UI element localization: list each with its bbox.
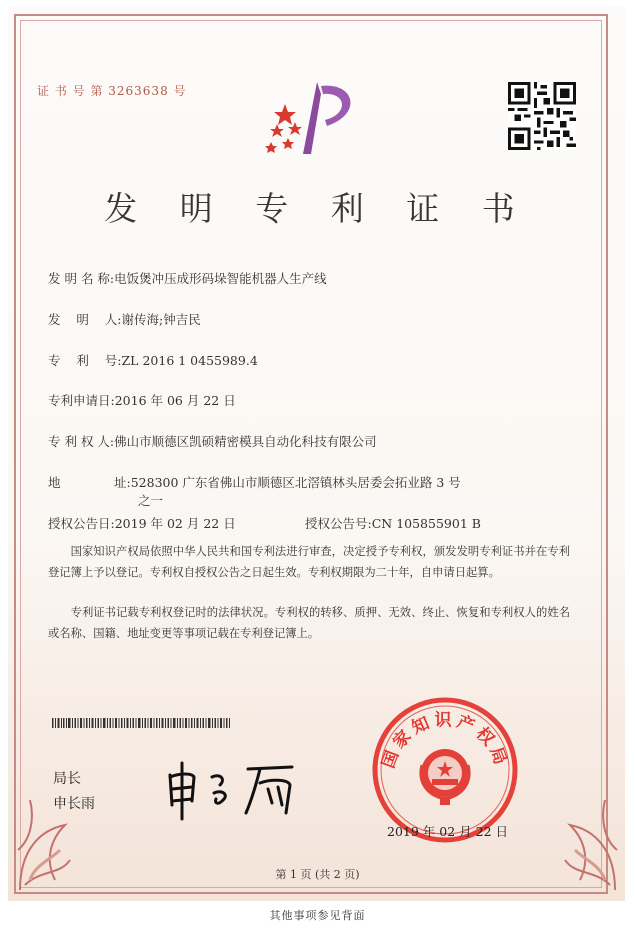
address-label-end: 址: bbox=[114, 475, 131, 490]
director-signature bbox=[160, 755, 310, 825]
patentee-label: 专 利 权 人: bbox=[48, 434, 115, 449]
invention-name-label: 发 明 名 称: bbox=[48, 271, 115, 286]
patent-number-row bbox=[48, 351, 258, 369]
certificate-title: 发 明 专 利 证 书 bbox=[104, 189, 531, 228]
inventor-row bbox=[48, 310, 201, 328]
grant-date-label: 授权公告日: bbox=[48, 516, 115, 531]
page-number: 第 1 页 (共 2 页) bbox=[275, 868, 360, 881]
invention-name-row bbox=[48, 269, 327, 287]
address-line1: 528300 广东省佛山市顺德区北滘镇林头居委会拓业路 3 号 bbox=[130, 475, 461, 490]
address-label-start: 地 bbox=[48, 475, 61, 490]
director-title: 局长 bbox=[53, 771, 81, 787]
qr-code-icon bbox=[508, 82, 576, 150]
grant-number-label: 授权公告号: bbox=[305, 516, 372, 531]
invention-name: 电饭煲冲压成形码垛智能机器人生产线 bbox=[114, 271, 327, 286]
address-row bbox=[48, 473, 461, 491]
inventor: 谢传海;钟吉民 bbox=[121, 312, 201, 327]
filing-date-label: 专利申请日: bbox=[48, 393, 115, 408]
grant-number-row bbox=[305, 514, 481, 532]
address-row-continued bbox=[138, 491, 163, 509]
body-paragraph-1: 国家知识产权局依照中华人民共和国专利法进行审查，决定授予专利权，颁发发明专利证书并在专利登记簿上予以登记。专利权自授权公告之日起生效。专利权期限为二十年，自申请日起算。 bbox=[48, 545, 570, 579]
address-line2: 之一 bbox=[138, 493, 164, 508]
filing-date: 2016 年 06 月 22 日 bbox=[114, 393, 236, 408]
footer-note: 其他事项参见背面 bbox=[269, 909, 366, 922]
patent-number-label: 专 利 号: bbox=[48, 353, 122, 368]
grant-date: 2019 年 02 月 22 日 bbox=[114, 516, 236, 531]
filing-date-row bbox=[48, 391, 236, 409]
grant-number: CN 105855901 B bbox=[371, 516, 481, 531]
corner-ornament-bottom-right bbox=[545, 790, 625, 900]
seal-date: 2019 年 02 月 22 日 bbox=[387, 824, 508, 839]
patent-office-logo bbox=[255, 74, 375, 164]
body-paragraph-2: 专利证书记载专利权登记时的法律状况。专利权的转移、质押、无效、终止、恢复和专利权人的姓名或名称、国籍、地址变更等事项记载在专利登记簿上。 bbox=[48, 606, 570, 640]
director-name: 申长雨 bbox=[53, 796, 95, 812]
seal-text: 国家知识产权局 bbox=[378, 710, 512, 772]
patent-number: ZL 2016 1 0455989.4 bbox=[121, 353, 258, 368]
grant-row bbox=[48, 514, 236, 532]
certificate-number: 证 书 号 第 3263638 号 bbox=[37, 84, 187, 98]
patentee: 佛山市顺德区凯硕精密模具自动化科技有限公司 bbox=[114, 434, 377, 449]
barcode-icon bbox=[52, 718, 232, 728]
patentee-row bbox=[48, 432, 377, 450]
inventor-label: 发 明 人: bbox=[48, 312, 122, 327]
